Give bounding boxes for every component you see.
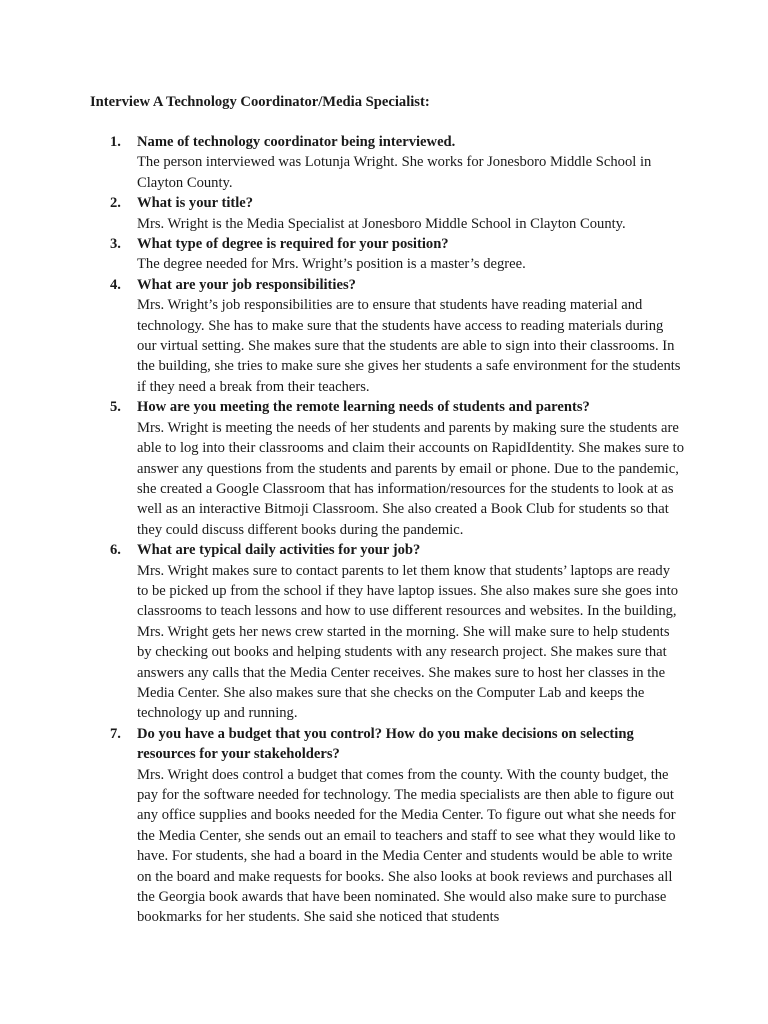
question-text: What is your title?	[137, 195, 254, 212]
question-item-3	[0, 234, 768, 275]
question-number: 1.	[110, 134, 121, 150]
question-number: 5.	[110, 399, 121, 416]
question-text: Name of technology coordinator being interviewed.	[137, 134, 456, 150]
question-number: 4.	[110, 276, 121, 293]
question-text: What are your job responsibilities?	[137, 276, 356, 293]
question-number: 3.	[110, 236, 121, 253]
question-text: What type of degree is required for your position?	[137, 236, 449, 253]
question-item-6	[0, 540, 768, 724]
answer-text: The person interviewed was Lotunja Wright. She works for Jonesboro Middle School in Clayton County.	[137, 154, 652, 191]
answer-text: The degree needed for Mrs. Wright’s position is a master’s degree.	[137, 256, 526, 273]
question-number: 6.	[110, 542, 121, 559]
answer-text: Mrs. Wright’s job responsibilities are to ensure that students have reading material and technology. She has to make sure that the students have access to reading materials during our virtual setting. She makes sure that the students are able to sign into their classrooms. In the building, she tries to make sure she gives her students a safe environment for the students if they need a break from their teachers.	[137, 297, 681, 395]
question-item-2	[0, 193, 768, 234]
question-item-1	[0, 132, 768, 193]
document-title: Interview A Technology Coordinator/Media Specialist:	[90, 94, 430, 110]
question-item-7	[0, 724, 768, 928]
answer-text: Mrs. Wright makes sure to contact parents to let them know that students’ laptops are ready to be picked up from the school if they have laptop issues. She also makes sure she goes into classrooms to teach lessons and how to use different resources and websites. In the building, Mrs. Wright gets her news crew started in the morning. She will make sure to help students by checking out books and helping students with any research project. She makes sure that answers any calls that the Media Center receives. She makes sure to host her classes in the Media Center. She also makes sure that she checks on the Computer Lab and keeps the technology up and running.	[137, 562, 679, 722]
question-number: 7.	[110, 725, 121, 742]
question-item-4	[0, 275, 768, 397]
question-number: 2.	[110, 195, 121, 212]
answer-text: Mrs. Wright does control a budget that comes from the county. With the county budget, the pay for the software needed for technology. The media specialists are then able to figure out any office supplies and books needed for the Media Center. To figure out what she needs for the Media Center, she sends out an email to teachers and staff to see what they would like to have. For students, she had a board in the Media Center and students would be able to write on the board and make requests for books. She also looks at book reviews and purchases all the Georgia book awards that have been nominated. She would also make sure to purchase bookmarks for her students. She said she noticed that students	[137, 766, 676, 926]
question-text: Do you have a budget that you control? How do you make decisions on selecting resources for your stakeholders?	[137, 725, 634, 763]
answer-text: Mrs. Wright is the Media Specialist at Jonesboro Middle School in Clayton County.	[137, 215, 626, 232]
question-list	[0, 132, 768, 928]
question-text: How are you meeting the remote learning needs of students and parents?	[137, 399, 590, 416]
answer-text: Mrs. Wright is meeting the needs of her students and parents by making sure the students are able to log into their classrooms and claim their accounts on RapidIdentity. She makes sure to answer any questions from the students and parents by email or phone. Due to the pandemic, she created a Google Classroom that has information/resources for the students to look at as well as an interactive Bitmoji Classroom. She also created a Book Club for students so that they could discuss different books during the pandemic.	[137, 419, 685, 538]
question-text: What are typical daily activities for your job?	[137, 542, 421, 559]
question-item-5	[0, 397, 768, 540]
